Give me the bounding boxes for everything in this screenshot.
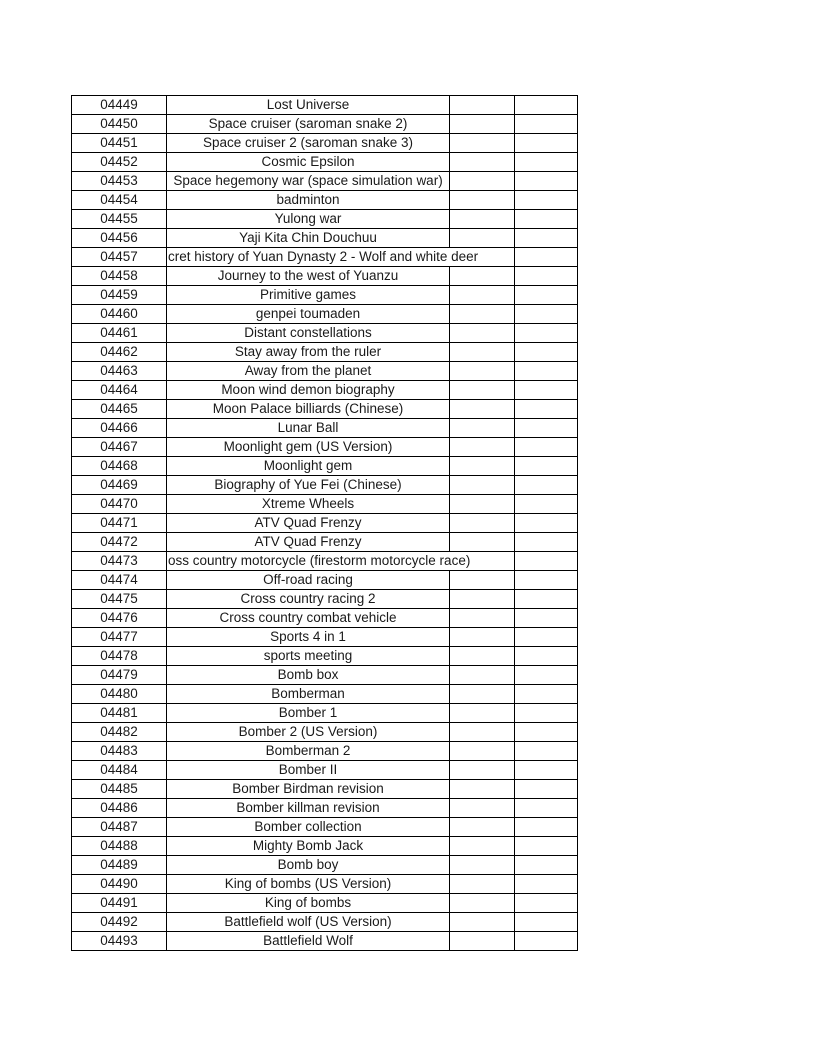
row-title-cell: Bomberman <box>167 685 450 704</box>
table-row <box>72 723 578 742</box>
table-row <box>72 229 578 248</box>
table-row <box>72 761 578 780</box>
row-title-cell: Yaji Kita Chin Douchuu <box>167 229 450 248</box>
empty-cell-2 <box>515 305 578 324</box>
row-id-cell: 04466 <box>72 419 167 438</box>
empty-cell-1 <box>450 438 515 457</box>
row-id-cell: 04484 <box>72 761 167 780</box>
empty-cell-1 <box>450 286 515 305</box>
empty-cell-2 <box>515 343 578 362</box>
table-row <box>72 628 578 647</box>
empty-cell-2 <box>515 818 578 837</box>
table-row <box>72 153 578 172</box>
empty-cell-2 <box>515 362 578 381</box>
empty-cell-1 <box>450 856 515 875</box>
empty-cell-1 <box>450 210 515 229</box>
empty-cell-1 <box>450 571 515 590</box>
empty-cell-1 <box>450 628 515 647</box>
table-row <box>72 210 578 229</box>
row-id-cell: 04450 <box>72 115 167 134</box>
empty-cell-1 <box>450 837 515 856</box>
row-id-cell: 04492 <box>72 913 167 932</box>
row-id-cell: 04480 <box>72 685 167 704</box>
row-title-cell: sports meeting <box>167 647 450 666</box>
empty-cell-2 <box>515 533 578 552</box>
empty-cell-1 <box>450 172 515 191</box>
row-title-cell: Bomber 1 <box>167 704 450 723</box>
row-id-cell: 04483 <box>72 742 167 761</box>
row-id-cell: 04477 <box>72 628 167 647</box>
empty-cell-1 <box>450 495 515 514</box>
empty-cell-1 <box>450 343 515 362</box>
table-row <box>72 666 578 685</box>
table-row <box>72 438 578 457</box>
empty-cell-2 <box>515 476 578 495</box>
row-title-cell: cret history of Yuan Dynasty 2 - Wolf and white deer <box>167 248 515 267</box>
row-title-cell: Off-road racing <box>167 571 450 590</box>
empty-cell-1 <box>450 780 515 799</box>
row-id-cell: 04470 <box>72 495 167 514</box>
table-row <box>72 837 578 856</box>
row-title-cell: Bomberman 2 <box>167 742 450 761</box>
row-id-cell: 04452 <box>72 153 167 172</box>
table-row <box>72 419 578 438</box>
empty-cell-2 <box>515 115 578 134</box>
row-title-cell: Lost Universe <box>167 96 450 115</box>
row-id-cell: 04473 <box>72 552 167 571</box>
row-title-cell: Stay away from the ruler <box>167 343 450 362</box>
row-title-cell: Yulong war <box>167 210 450 229</box>
row-title-cell: Mighty Bomb Jack <box>167 837 450 856</box>
empty-cell-2 <box>515 799 578 818</box>
table-row <box>72 609 578 628</box>
table-row <box>72 514 578 533</box>
table-body <box>72 96 578 951</box>
row-title-cell: Bomb box <box>167 666 450 685</box>
empty-cell-2 <box>515 172 578 191</box>
row-title-cell: Bomb boy <box>167 856 450 875</box>
empty-cell-1 <box>450 875 515 894</box>
row-id-cell: 04461 <box>72 324 167 343</box>
row-title-cell: Distant constellations <box>167 324 450 343</box>
table-row <box>72 134 578 153</box>
table-row <box>72 115 578 134</box>
empty-cell-2 <box>515 837 578 856</box>
row-title-cell: Bomber Birdman revision <box>167 780 450 799</box>
table-row <box>72 913 578 932</box>
empty-cell-2 <box>515 609 578 628</box>
table-row <box>72 191 578 210</box>
row-id-cell: 04493 <box>72 932 167 951</box>
empty-cell-1 <box>450 400 515 419</box>
table-row <box>72 647 578 666</box>
row-id-cell: 04485 <box>72 780 167 799</box>
row-title-cell: Cross country combat vehicle <box>167 609 450 628</box>
empty-cell-2 <box>515 685 578 704</box>
row-id-cell: 04457 <box>72 248 167 267</box>
empty-cell-1 <box>450 324 515 343</box>
table-row <box>72 875 578 894</box>
row-title-cell: Moon wind demon biography <box>167 381 450 400</box>
empty-cell-1 <box>450 894 515 913</box>
empty-cell-1 <box>450 476 515 495</box>
table-row <box>72 400 578 419</box>
empty-cell-1 <box>450 457 515 476</box>
empty-cell-1 <box>450 115 515 134</box>
empty-cell-1 <box>450 647 515 666</box>
table-row <box>72 495 578 514</box>
table-row <box>72 894 578 913</box>
row-title-cell: Cosmic Epsilon <box>167 153 450 172</box>
row-title-cell: Lunar Ball <box>167 419 450 438</box>
row-id-cell: 04488 <box>72 837 167 856</box>
row-id-cell: 04474 <box>72 571 167 590</box>
empty-cell-1 <box>450 96 515 115</box>
empty-cell-2 <box>515 894 578 913</box>
table-row <box>72 476 578 495</box>
table-row <box>72 248 578 267</box>
row-title-cell: King of bombs <box>167 894 450 913</box>
empty-cell-2 <box>515 780 578 799</box>
empty-cell-1 <box>450 362 515 381</box>
table-row <box>72 381 578 400</box>
table-row <box>72 457 578 476</box>
row-id-cell: 04458 <box>72 267 167 286</box>
empty-cell-2 <box>515 381 578 400</box>
row-id-cell: 04464 <box>72 381 167 400</box>
empty-cell-1 <box>450 704 515 723</box>
row-id-cell: 04487 <box>72 818 167 837</box>
row-id-cell: 04468 <box>72 457 167 476</box>
empty-cell-1 <box>450 229 515 248</box>
table-row <box>72 856 578 875</box>
row-title-cell: Journey to the west of Yuanzu <box>167 267 450 286</box>
empty-cell-2 <box>515 229 578 248</box>
empty-cell-1 <box>450 723 515 742</box>
row-id-cell: 04476 <box>72 609 167 628</box>
table-row <box>72 286 578 305</box>
empty-cell-1 <box>450 590 515 609</box>
table-row <box>72 305 578 324</box>
empty-cell-1 <box>450 609 515 628</box>
table-row <box>72 172 578 191</box>
table-row <box>72 267 578 286</box>
row-id-cell: 04449 <box>72 96 167 115</box>
table-row <box>72 704 578 723</box>
row-title-cell: King of bombs (US Version) <box>167 875 450 894</box>
row-title-cell: Xtreme Wheels <box>167 495 450 514</box>
row-title-cell: Battlefield Wolf <box>167 932 450 951</box>
empty-cell-2 <box>515 286 578 305</box>
row-title-cell: ATV Quad Frenzy <box>167 514 450 533</box>
table-row <box>72 571 578 590</box>
empty-cell-2 <box>515 932 578 951</box>
row-title-cell: Sports 4 in 1 <box>167 628 450 647</box>
empty-cell-1 <box>450 932 515 951</box>
row-title-cell: Bomber 2 (US Version) <box>167 723 450 742</box>
row-title-cell: Bomber killman revision <box>167 799 450 818</box>
row-id-cell: 04465 <box>72 400 167 419</box>
row-id-cell: 04478 <box>72 647 167 666</box>
table-row <box>72 742 578 761</box>
table-row <box>72 932 578 951</box>
row-title-cell: Primitive games <box>167 286 450 305</box>
row-title-cell: Moonlight gem (US Version) <box>167 438 450 457</box>
row-id-cell: 04454 <box>72 191 167 210</box>
row-id-cell: 04482 <box>72 723 167 742</box>
empty-cell-2 <box>515 324 578 343</box>
row-title-cell: Space hegemony war (space simulation war) <box>167 172 450 191</box>
row-id-cell: 04453 <box>72 172 167 191</box>
row-title-cell: ATV Quad Frenzy <box>167 533 450 552</box>
empty-cell-2 <box>515 723 578 742</box>
empty-cell-2 <box>515 495 578 514</box>
empty-cell-2 <box>515 913 578 932</box>
empty-cell-1 <box>450 742 515 761</box>
empty-cell-2 <box>515 134 578 153</box>
row-id-cell: 04471 <box>72 514 167 533</box>
empty-cell-2 <box>515 419 578 438</box>
game-list-table <box>71 95 578 951</box>
row-id-cell: 04456 <box>72 229 167 248</box>
table-row <box>72 96 578 115</box>
empty-cell-1 <box>450 818 515 837</box>
row-id-cell: 04486 <box>72 799 167 818</box>
table-row <box>72 685 578 704</box>
empty-cell-2 <box>515 457 578 476</box>
empty-cell-1 <box>450 267 515 286</box>
row-id-cell: 04479 <box>72 666 167 685</box>
row-title-cell: Bomber II <box>167 761 450 780</box>
table-row <box>72 533 578 552</box>
empty-cell-1 <box>450 533 515 552</box>
empty-cell-1 <box>450 191 515 210</box>
empty-cell-2 <box>515 210 578 229</box>
empty-cell-1 <box>450 799 515 818</box>
empty-cell-2 <box>515 704 578 723</box>
row-title-cell: Biography of Yue Fei (Chinese) <box>167 476 450 495</box>
row-id-cell: 04475 <box>72 590 167 609</box>
row-id-cell: 04463 <box>72 362 167 381</box>
empty-cell-2 <box>515 571 578 590</box>
table-row <box>72 552 578 571</box>
row-title-cell: Bomber collection <box>167 818 450 837</box>
empty-cell-1 <box>450 761 515 780</box>
table-row <box>72 362 578 381</box>
row-title-cell: badminton <box>167 191 450 210</box>
empty-cell-1 <box>450 153 515 172</box>
row-id-cell: 04472 <box>72 533 167 552</box>
row-title-cell: oss country motorcycle (firestorm motorcycle race) <box>167 552 515 571</box>
row-id-cell: 04481 <box>72 704 167 723</box>
empty-cell-1 <box>450 685 515 704</box>
row-id-cell: 04469 <box>72 476 167 495</box>
empty-cell-2 <box>515 856 578 875</box>
empty-cell-2 <box>515 96 578 115</box>
row-id-cell: 04489 <box>72 856 167 875</box>
empty-cell-2 <box>515 552 578 571</box>
table-row <box>72 324 578 343</box>
row-title-cell: genpei toumaden <box>167 305 450 324</box>
table-row <box>72 818 578 837</box>
row-id-cell: 04491 <box>72 894 167 913</box>
table-row <box>72 590 578 609</box>
row-title-cell: Space cruiser (saroman snake 2) <box>167 115 450 134</box>
row-id-cell: 04490 <box>72 875 167 894</box>
empty-cell-2 <box>515 267 578 286</box>
row-title-cell: Moon Palace billiards (Chinese) <box>167 400 450 419</box>
row-title-cell: Cross country racing 2 <box>167 590 450 609</box>
empty-cell-1 <box>450 381 515 400</box>
empty-cell-2 <box>515 666 578 685</box>
empty-cell-2 <box>515 590 578 609</box>
empty-cell-2 <box>515 761 578 780</box>
row-id-cell: 04455 <box>72 210 167 229</box>
empty-cell-1 <box>450 305 515 324</box>
empty-cell-2 <box>515 742 578 761</box>
row-id-cell: 04451 <box>72 134 167 153</box>
empty-cell-2 <box>515 191 578 210</box>
empty-cell-1 <box>450 913 515 932</box>
row-title-cell: Space cruiser 2 (saroman snake 3) <box>167 134 450 153</box>
empty-cell-1 <box>450 419 515 438</box>
row-id-cell: 04460 <box>72 305 167 324</box>
empty-cell-1 <box>450 134 515 153</box>
row-title-cell: Away from the planet <box>167 362 450 381</box>
empty-cell-2 <box>515 875 578 894</box>
row-id-cell: 04462 <box>72 343 167 362</box>
row-title-cell: Battlefield wolf (US Version) <box>167 913 450 932</box>
row-id-cell: 04467 <box>72 438 167 457</box>
empty-cell-2 <box>515 514 578 533</box>
empty-cell-1 <box>450 514 515 533</box>
empty-cell-2 <box>515 400 578 419</box>
table-row <box>72 780 578 799</box>
empty-cell-2 <box>515 647 578 666</box>
empty-cell-2 <box>515 153 578 172</box>
empty-cell-2 <box>515 438 578 457</box>
empty-cell-2 <box>515 248 578 267</box>
row-title-cell: Moonlight gem <box>167 457 450 476</box>
empty-cell-1 <box>450 666 515 685</box>
row-id-cell: 04459 <box>72 286 167 305</box>
empty-cell-2 <box>515 628 578 647</box>
table-row <box>72 343 578 362</box>
table-row <box>72 799 578 818</box>
